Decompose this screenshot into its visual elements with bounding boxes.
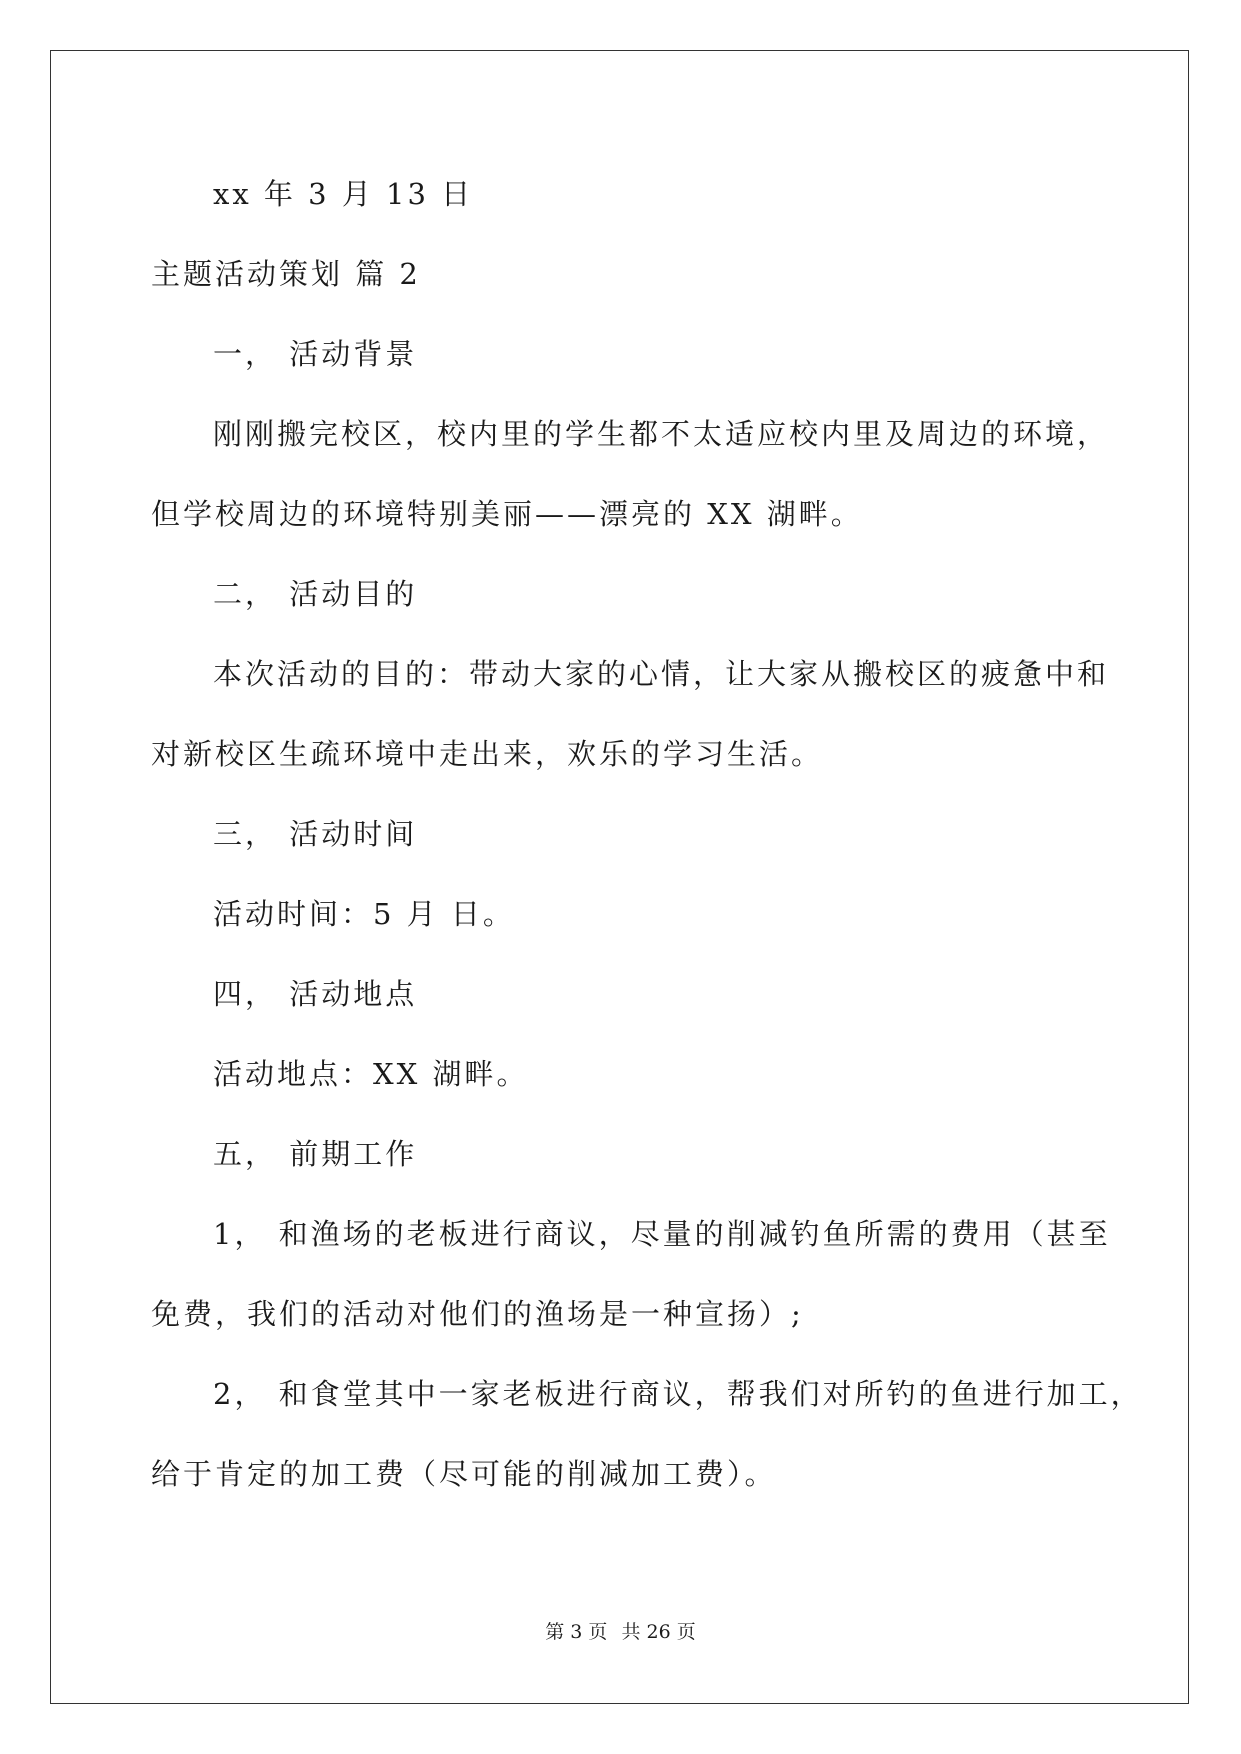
- heading-background: 一， 活动背景: [213, 337, 418, 371]
- section-title: 主题活动策划 篇 2: [151, 257, 421, 291]
- paragraph-line: 免费，我们的活动对他们的渔场是一种宣扬）;: [151, 1297, 804, 1331]
- page-number: 第 3 页: [545, 1621, 608, 1643]
- paragraph-line: 活动地点：XX 湖畔。: [213, 1057, 529, 1091]
- paragraph-line: 给于肯定的加工费（尽可能的削减加工费）。: [151, 1457, 777, 1491]
- page-footer: [0, 1617, 1241, 1644]
- paragraph-line: 刚刚搬完校区，校内里的学生都不太适应校内里及周边的环境，: [213, 417, 1110, 451]
- paragraph-line: 但学校周边的环境特别美丽——漂亮的 XX 湖畔。: [151, 497, 863, 531]
- heading-purpose: 二， 活动目的: [213, 577, 418, 611]
- list-item: 2， 和食堂其中一家老板进行商议，帮我们对所钓的鱼进行加工，: [213, 1377, 1143, 1411]
- list-item: 1， 和渔场的老板进行商议，尽量的削减钓鱼所需的费用（甚至: [213, 1217, 1111, 1251]
- heading-time: 三， 活动时间: [213, 817, 418, 851]
- paragraph-line: 本次活动的目的：带动大家的心情，让大家从搬校区的疲惫中和: [213, 657, 1110, 691]
- paragraph-line: 对新校区生疏环境中走出来，欢乐的学习生活。: [151, 737, 824, 771]
- page-total: 共 26 页: [621, 1621, 696, 1643]
- date-line: xx 年 3 月 13 日: [213, 177, 474, 211]
- paragraph-line: 活动时间：5 月 日。: [213, 897, 515, 931]
- heading-location: 四， 活动地点: [213, 977, 418, 1011]
- heading-preparation: 五， 前期工作: [213, 1137, 418, 1171]
